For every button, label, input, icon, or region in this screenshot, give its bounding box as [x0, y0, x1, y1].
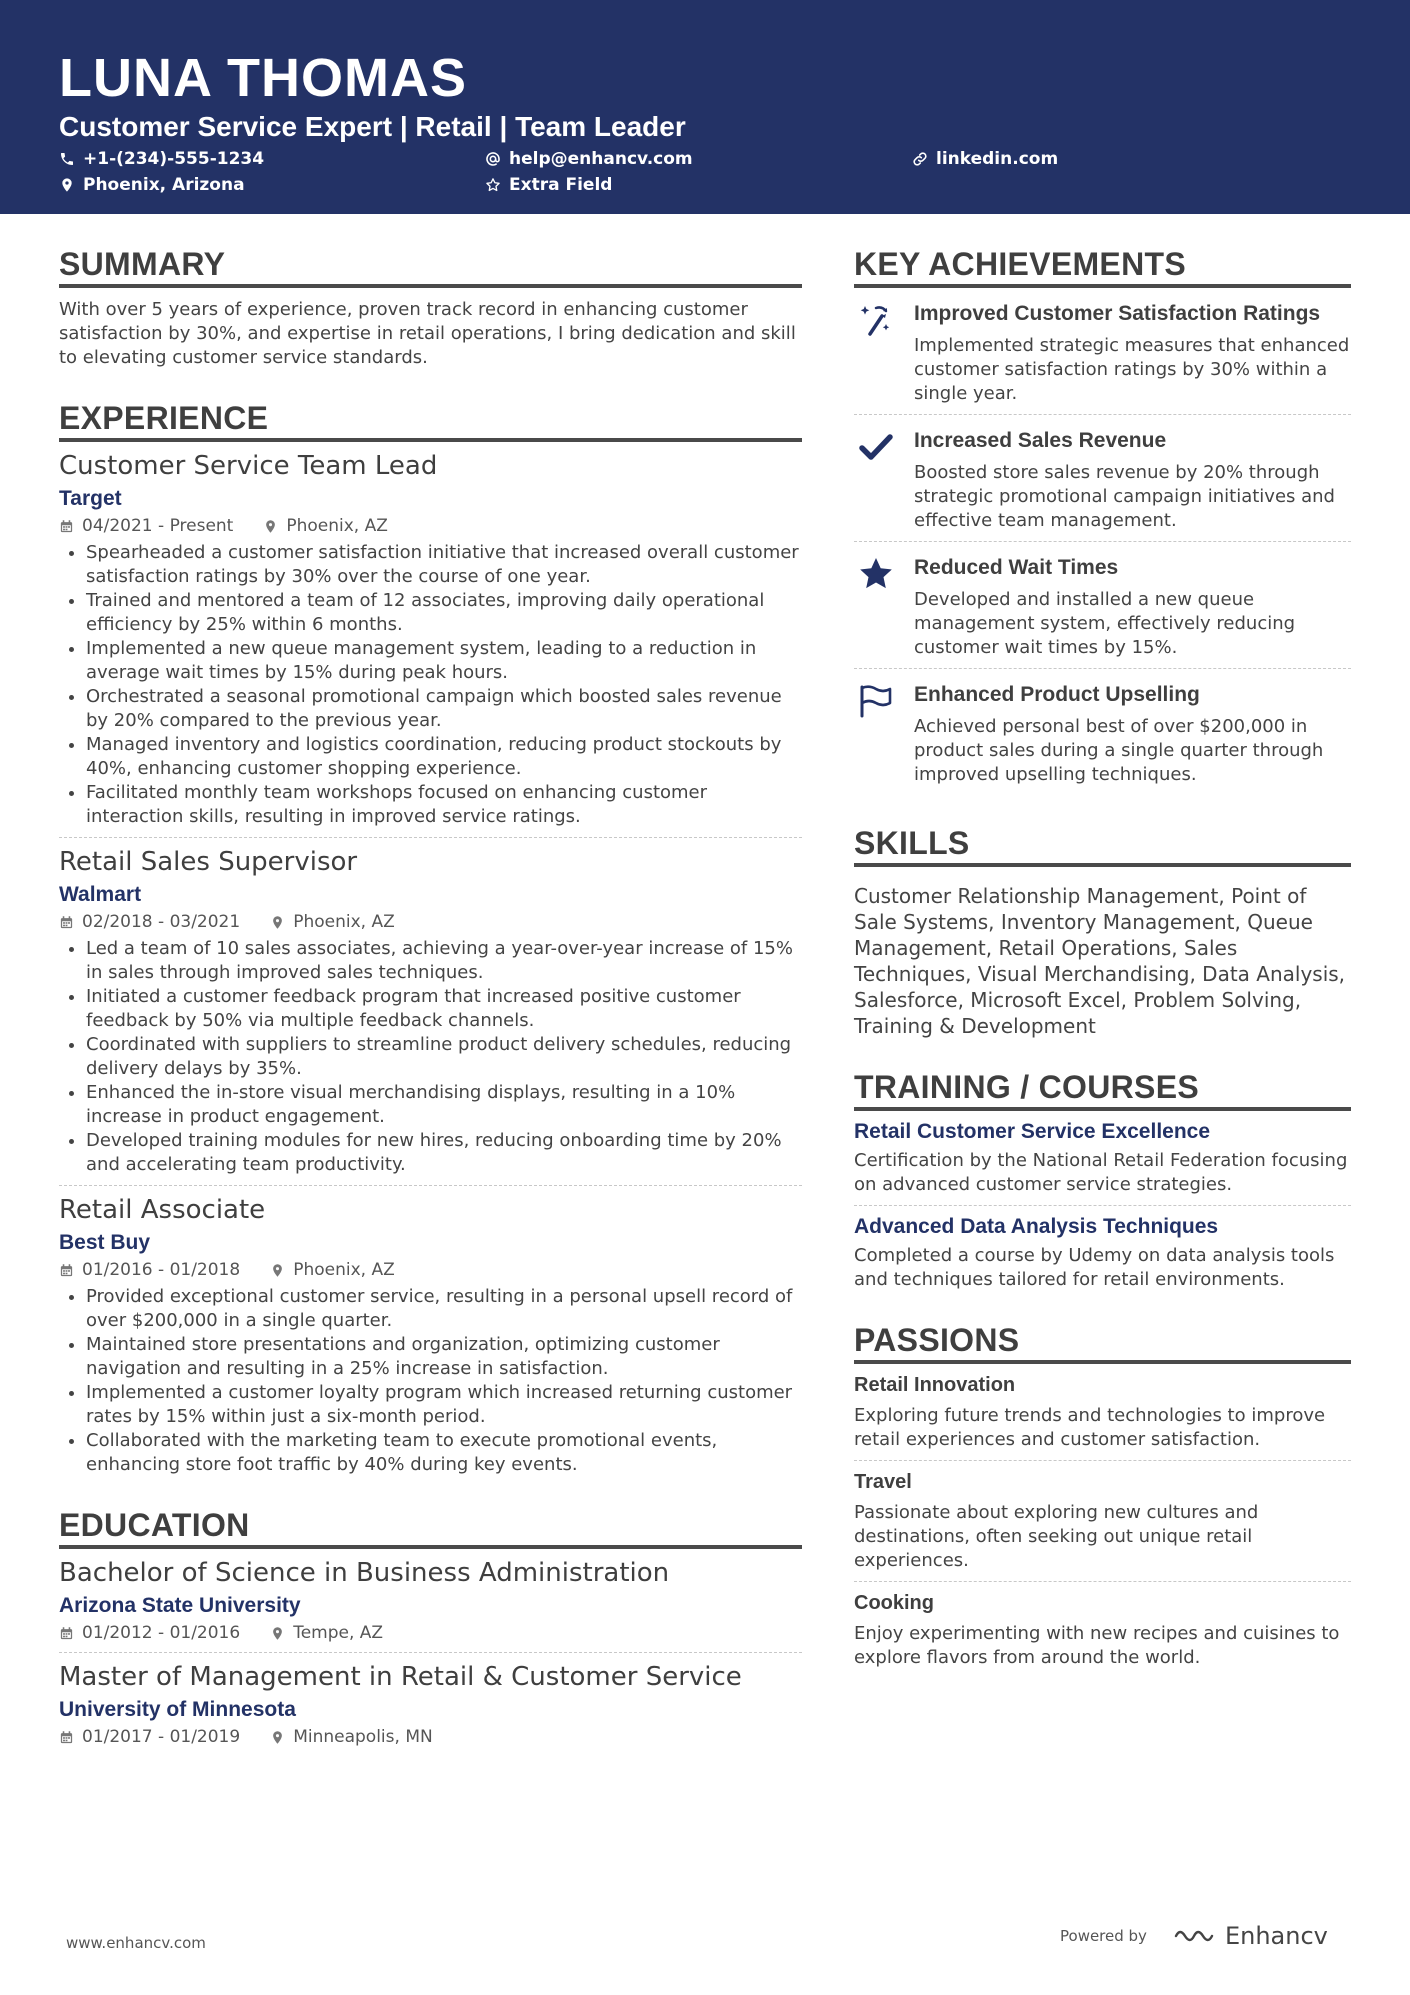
- left-column: [59, 246, 802, 1778]
- contact-phone: [59, 148, 264, 170]
- bullet-item: • Enhanced the in-store visual merchandising displays, resulting in a 10% increase in product engagement.: [86, 1081, 802, 1129]
- skills-title: SKILLS: [854, 825, 1351, 867]
- company-name: Best Buy: [59, 1231, 151, 1254]
- location-text: Phoenix, Arizona: [83, 175, 245, 195]
- resume-header: [0, 0, 1410, 214]
- bullet-item: • Implemented a new queue management system, leading to a reduction in average wait times by 15% during peak hours.: [86, 637, 802, 685]
- achievement-title: Improved Customer Satisfaction Ratings: [914, 302, 1321, 325]
- at-sign-icon: [485, 151, 501, 167]
- bullet-item: • Spearheaded a customer satisfaction initiative that increased overall customer satisfaction ratings by 30% over the course of one year.: [86, 541, 802, 589]
- powered-by-label: Powered by: [1060, 1927, 1147, 1945]
- education-title: EDUCATION: [59, 1507, 802, 1549]
- achievement-desc: Achieved personal best of over $200,000 in product sales during a single quarter through improved upselling techniques.: [914, 716, 1324, 785]
- passion-desc: Exploring future trends and technologies to improve retail experiences and customer satisfaction.: [854, 1405, 1326, 1450]
- entry-divider: [854, 1581, 1351, 1582]
- achievement-desc: Implemented strategic measures that enhanced customer satisfaction ratings by 30% within a single year.: [914, 335, 1350, 404]
- course-title: Advanced Data Analysis Techniques: [854, 1215, 1219, 1238]
- job-location: [270, 911, 395, 933]
- contact-extra: [485, 174, 612, 196]
- job-bullets: [59, 937, 802, 1177]
- experience-section: [59, 400, 802, 1477]
- location-pin-icon: [270, 1626, 285, 1641]
- job-meta: [59, 911, 802, 933]
- course-desc: Completed a course by Udemy on data analysis tools and techniques tailored for retail environments.: [854, 1245, 1335, 1290]
- contact-linkedin[interactable]: [912, 148, 1058, 170]
- company-name: Target: [59, 487, 122, 510]
- job-title: Retail Sales Supervisor: [59, 847, 358, 877]
- bullet-item: • Implemented a customer loyalty program which increased returning customer rates by 15% within just a six-month period.: [86, 1381, 802, 1429]
- right-column: [854, 246, 1351, 1700]
- brand-name: Enhancv: [1224, 1922, 1328, 1950]
- date-text: 01/2012 - 01/2016: [82, 1623, 241, 1643]
- entry-divider: [59, 1185, 802, 1186]
- passion-title: Cooking: [854, 1592, 934, 1614]
- contact-email[interactable]: [485, 148, 693, 170]
- degree-title: Master of Management in Retail & Customer Service: [59, 1662, 742, 1692]
- education-entry: [59, 1661, 802, 1748]
- education-meta: [59, 1622, 802, 1644]
- magic-wand-icon: [858, 302, 894, 338]
- date-range: [59, 1622, 240, 1644]
- bullet-item: • Managed inventory and logistics coordination, reducing product stockouts by 40%, enhancing customer shopping experience.: [86, 733, 802, 781]
- job-meta: [59, 1259, 802, 1281]
- achievement-title: Increased Sales Revenue: [914, 429, 1167, 452]
- calendar-icon: [59, 1626, 74, 1641]
- date-range: [59, 515, 233, 537]
- training-title: TRAINING / COURSES: [854, 1069, 1351, 1111]
- entry-divider: [854, 1205, 1351, 1206]
- date-range: [59, 911, 240, 933]
- course-desc: Certification by the National Retail Federation focusing on advanced customer service strategies.: [854, 1150, 1348, 1195]
- experience-entry: [59, 1194, 802, 1477]
- location-pin-icon: [263, 519, 278, 534]
- entry-divider: [59, 1652, 802, 1653]
- job-bullets: [59, 1285, 802, 1477]
- training-section: [854, 1069, 1351, 1292]
- achievement-item: [854, 669, 1351, 795]
- enhancv-logo[interactable]: [1173, 1922, 1328, 1950]
- location-text: Phoenix, AZ: [293, 1260, 395, 1280]
- skills-section: [854, 825, 1351, 1039]
- date-range: [59, 1259, 240, 1281]
- bullet-item: • Coordinated with suppliers to streamline product delivery schedules, reducing delivery delays by 35%.: [86, 1033, 802, 1081]
- passions-section: [854, 1322, 1351, 1670]
- flag-icon: [858, 683, 894, 719]
- candidate-name: LUNA THOMAS: [59, 48, 467, 108]
- calendar-icon: [59, 519, 74, 534]
- bullet-item: • Facilitated monthly team workshops focused on enhancing customer interaction skills, resulting in improved service ratings.: [86, 781, 802, 829]
- phone-text: +1-(234)-555-1234: [83, 149, 265, 169]
- course-title: Retail Customer Service Excellence: [854, 1120, 1211, 1143]
- passion-title: Retail Innovation: [854, 1374, 1016, 1396]
- bullet-item: • Led a team of 10 sales associates, achieving a year-over-year increase of 15% in sales through improved sales techniques.: [86, 937, 802, 985]
- achievement-icon-wrap: [854, 427, 898, 533]
- achievement-title: Enhanced Product Upselling: [914, 683, 1200, 706]
- achievement-body: [914, 681, 1351, 787]
- location-pin-icon: [270, 1730, 285, 1745]
- phone-icon: [59, 151, 75, 167]
- bullet-item: • Collaborated with the marketing team to execute promotional events, enhancing store foot traffic by 40% during key events.: [86, 1429, 802, 1477]
- bullet-item: • Orchestrated a seasonal promotional campaign which boosted sales revenue by 20% compared to the previous year.: [86, 685, 802, 733]
- achievements-section: [854, 246, 1351, 795]
- enhancv-logo-icon: [1173, 1925, 1217, 1947]
- achievement-icon-wrap: [854, 554, 898, 660]
- location-pin-icon: [270, 1263, 285, 1278]
- calendar-icon: [59, 915, 74, 930]
- contact-location: [59, 174, 245, 196]
- achievement-desc: Developed and installed a new queue management system, effectively reducing customer wait times by 15%.: [914, 589, 1296, 658]
- achievement-body: [914, 554, 1351, 660]
- job-title: Customer Service Team Lead: [59, 451, 438, 481]
- summary-text: With over 5 years of experience, proven track record in enhancing customer satisfaction by 30%, and expertise in retail operations, I bring dedication and skill to elevating customer service standards.: [59, 299, 796, 368]
- location-text: Phoenix, AZ: [286, 516, 388, 536]
- job-location: [270, 1259, 395, 1281]
- job-meta: [59, 515, 802, 537]
- achievement-item: [854, 415, 1351, 541]
- experience-entry: [59, 846, 802, 1186]
- footer-branding: [1060, 1922, 1328, 1950]
- entry-divider: [59, 837, 802, 838]
- location-pin-icon: [59, 177, 75, 193]
- summary-title: SUMMARY: [59, 246, 802, 288]
- passion-item: [854, 1372, 1351, 1461]
- achievement-title: Reduced Wait Times: [914, 556, 1119, 579]
- achievement-icon-wrap: [854, 300, 898, 406]
- school-location: [270, 1726, 433, 1748]
- entry-divider: [854, 1460, 1351, 1461]
- job-bullets: [59, 541, 802, 829]
- calendar-icon: [59, 1263, 74, 1278]
- passion-title: Travel: [854, 1471, 912, 1493]
- experience-title: EXPERIENCE: [59, 400, 802, 442]
- calendar-icon: [59, 1730, 74, 1745]
- location-text: Phoenix, AZ: [293, 912, 395, 932]
- date-text: 02/2018 - 03/2021: [82, 912, 241, 932]
- passion-desc: Enjoy experimenting with new recipes and cuisines to explore flavors from around the world.: [854, 1623, 1340, 1668]
- job-location: [263, 515, 388, 537]
- date-text: 01/2016 - 01/2018: [82, 1260, 241, 1280]
- passion-item: [854, 1469, 1351, 1582]
- candidate-tagline: Customer Service Expert | Retail | Team Leader: [59, 111, 686, 142]
- bullet-item: • Provided exceptional customer service, resulting in a personal upsell record of over $200,000 in a single quarter.: [86, 1285, 802, 1333]
- degree-title: Bachelor of Science in Business Administration: [59, 1558, 670, 1588]
- link-icon: [912, 151, 928, 167]
- achievement-icon-wrap: [854, 681, 898, 787]
- school-name: University of Minnesota: [59, 1698, 296, 1721]
- education-section: [59, 1507, 802, 1748]
- date-range: [59, 1726, 240, 1748]
- passion-item: [854, 1590, 1351, 1670]
- course-item: [854, 1214, 1351, 1292]
- education-meta: [59, 1726, 802, 1748]
- skills-text: Customer Relationship Management, Point of Sale Systems, Inventory Management, Queue Management, Retail Operations, Sales Techniques, Visual Merchandising, Data Analysis, Salesforce, Microsoft Excel, Problem Solving, Training & Development: [854, 884, 1346, 1038]
- star-icon: [858, 556, 894, 592]
- achievement-body: [914, 300, 1351, 406]
- bullet-item: • Initiated a customer feedback program that increased positive customer feedback by 50% via multiple feedback channels.: [86, 985, 802, 1033]
- company-name: Walmart: [59, 883, 142, 906]
- school-name: Arizona State University: [59, 1594, 301, 1617]
- footer-website[interactable]: www.enhancv.com: [66, 1934, 206, 1952]
- date-text: 01/2017 - 01/2019: [82, 1727, 241, 1747]
- passions-title: PASSIONS: [854, 1322, 1351, 1364]
- extra-field-text: Extra Field: [509, 175, 613, 195]
- achievement-desc: Boosted store sales revenue by 20% through strategic promotional campaign initiatives and effective team management.: [914, 462, 1335, 531]
- bullet-item: • Developed training modules for new hires, reducing onboarding time by 20% and accelerating team productivity.: [86, 1129, 802, 1177]
- email-text[interactable]: help@enhancv.com: [509, 149, 693, 169]
- summary-section: [59, 246, 802, 370]
- bullet-item: • Maintained store presentations and organization, optimizing customer navigation and resulting in a 25% increase in satisfaction.: [86, 1333, 802, 1381]
- linkedin-text[interactable]: linkedin.com: [936, 149, 1059, 169]
- passion-desc: Passionate about exploring new cultures and destinations, often seeking out unique retail experiences.: [854, 1502, 1259, 1571]
- experience-entry: [59, 450, 802, 838]
- checkmark-icon: [858, 429, 894, 465]
- achievement-item: [854, 542, 1351, 668]
- education-entry: [59, 1557, 802, 1653]
- achievement-body: [914, 427, 1351, 533]
- location-text: Tempe, AZ: [293, 1623, 384, 1643]
- school-location: [270, 1622, 383, 1644]
- job-title: Retail Associate: [59, 1195, 266, 1225]
- date-text: 04/2021 - Present: [82, 516, 234, 536]
- location-text: Minneapolis, MN: [293, 1727, 433, 1747]
- star-outline-icon: [485, 177, 501, 193]
- achievement-item: [854, 288, 1351, 414]
- location-pin-icon: [270, 915, 285, 930]
- bullet-item: • Trained and mentored a team of 12 associates, improving daily operational efficiency by 25% within 6 months.: [86, 589, 802, 637]
- course-item: [854, 1119, 1351, 1206]
- achievements-title: KEY ACHIEVEMENTS: [854, 246, 1351, 288]
